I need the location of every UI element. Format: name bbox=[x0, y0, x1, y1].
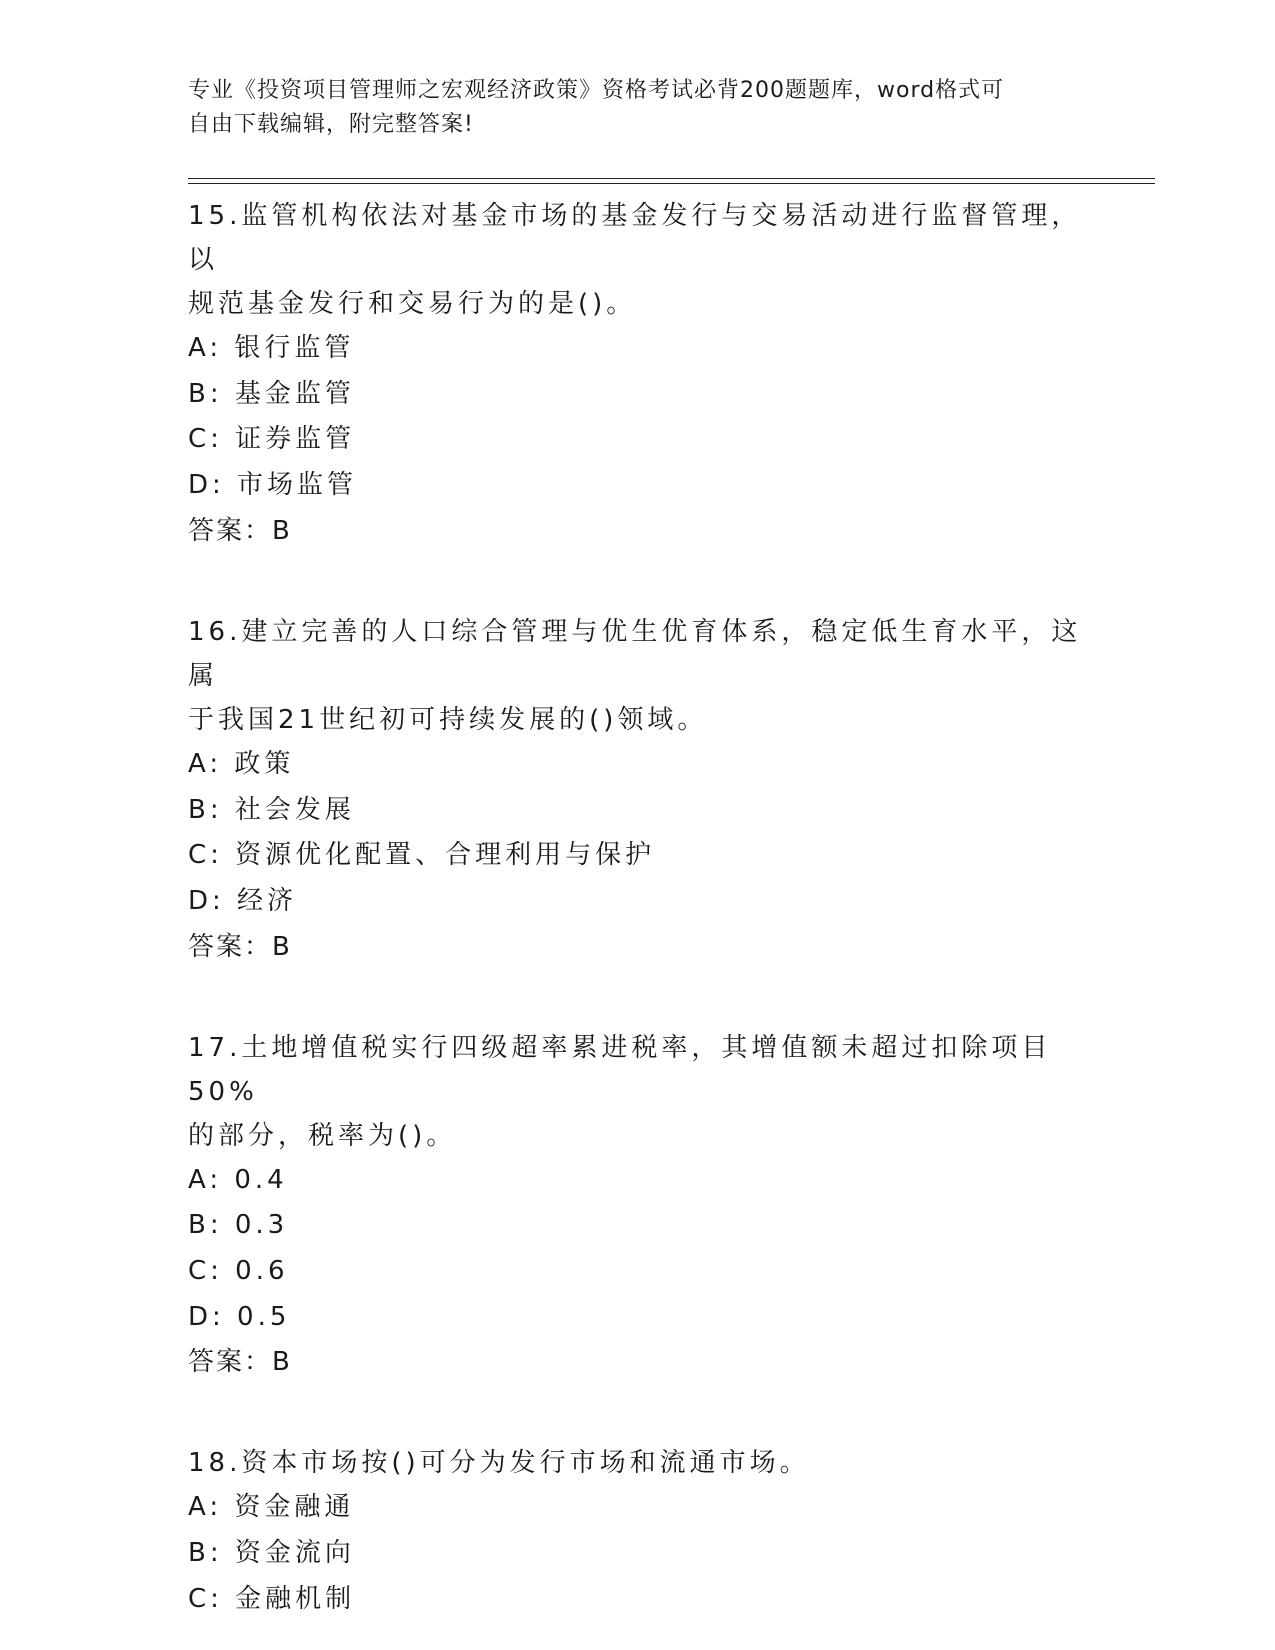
option-d: D: 市场监管 bbox=[188, 470, 358, 501]
option-d: D: 0.5 bbox=[188, 1301, 291, 1332]
question-spacer bbox=[188, 554, 1088, 608]
option-c: C: 0.6 bbox=[188, 1256, 289, 1287]
option-c: C: 资源优化配置、合理利用与保护 bbox=[188, 840, 656, 871]
answer: 答案：B bbox=[188, 515, 292, 546]
question-stem bbox=[188, 192, 1088, 326]
answer: 答案：B bbox=[188, 931, 292, 962]
question-stem-line: 18.资本市场按()可分为发行市场和流通市场。 bbox=[188, 1448, 810, 1479]
question-spacer bbox=[188, 1385, 1088, 1439]
option-a: A: 银行监管 bbox=[188, 333, 355, 363]
option-c: C: 证券监管 bbox=[188, 424, 356, 455]
question-15 bbox=[188, 192, 1088, 554]
option-b: B: 基金监管 bbox=[188, 378, 355, 409]
question-18 bbox=[188, 1439, 1088, 1622]
header-divider-top bbox=[188, 178, 1155, 179]
option-a: A: 资金融通 bbox=[188, 1492, 355, 1523]
header-line-2: 自由下载编辑，附完整答案! bbox=[188, 112, 474, 137]
option-a: A: 政策 bbox=[188, 748, 295, 779]
question-stem bbox=[188, 1439, 1088, 1485]
option-b: B: 资金流向 bbox=[188, 1538, 355, 1569]
question-list bbox=[188, 192, 1088, 1623]
question-17 bbox=[188, 1024, 1088, 1386]
header-line-1: 专业《投资项目管理师之宏观经济政策》资格考试必背200题题库，word格式可 bbox=[188, 78, 1005, 103]
question-16 bbox=[188, 608, 1088, 970]
question-stem bbox=[188, 608, 1088, 742]
document-header bbox=[188, 74, 1088, 142]
option-b: B: 0.3 bbox=[188, 1210, 289, 1241]
question-spacer bbox=[188, 970, 1088, 1024]
question-stem-line: 17.土地增值税实行四级超率累进税率，其增值额未超过扣除项目50% bbox=[188, 1032, 1052, 1107]
question-stem-line: 的部分，税率为()。 bbox=[188, 1120, 457, 1151]
question-stem-line: 15.监管机构依法对基金市场的基金发行与交易活动进行监督管理，以 bbox=[188, 201, 1082, 275]
option-b: B: 社会发展 bbox=[188, 794, 355, 825]
header-divider-bottom bbox=[188, 183, 1155, 184]
question-stem-line: 于我国21世纪初可持续发展的()领域。 bbox=[188, 704, 708, 735]
answer: 答案：B bbox=[188, 1347, 292, 1378]
question-stem-line: 规范基金发行和交易行为的是()。 bbox=[188, 289, 637, 319]
option-d: D: 经济 bbox=[188, 885, 298, 916]
question-stem bbox=[188, 1024, 1088, 1158]
question-stem-line: 16.建立完善的人口综合管理与优生优育体系，稳定低生育水平，这属 bbox=[188, 616, 1082, 691]
option-a: A: 0.4 bbox=[188, 1164, 288, 1195]
option-c: C: 金融机制 bbox=[188, 1583, 356, 1614]
